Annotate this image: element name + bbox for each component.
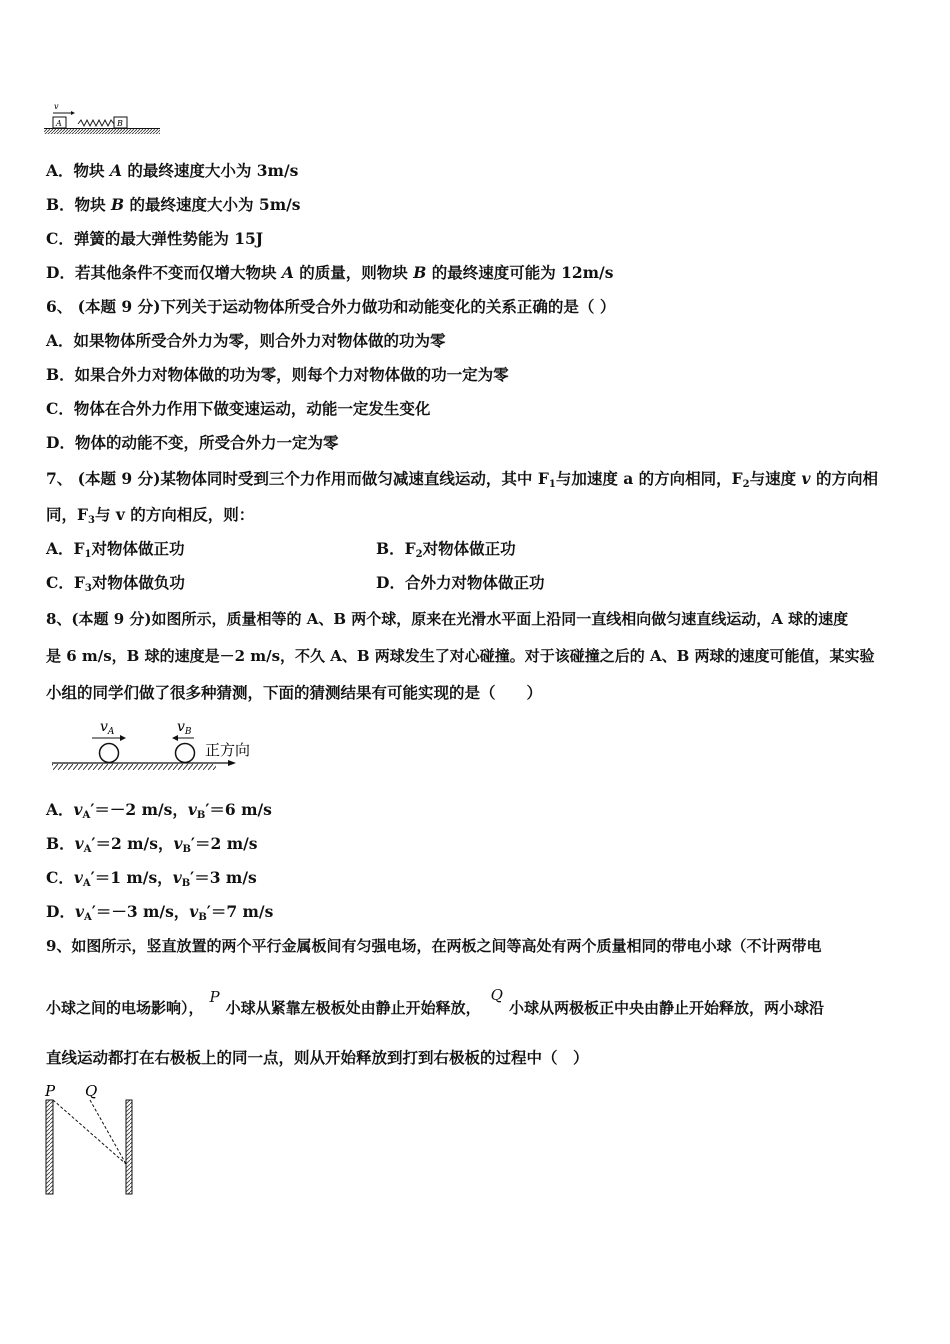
subscript: B bbox=[182, 844, 191, 855]
var-p: P bbox=[209, 988, 220, 1006]
option-label: C． bbox=[46, 868, 74, 887]
stem-text: 小球之间的电场影响）， bbox=[46, 999, 204, 1017]
option-label: D． bbox=[46, 902, 75, 921]
option-text: ′＝1 m/s， bbox=[90, 868, 173, 887]
option-text: 对物体做正功 bbox=[91, 539, 185, 558]
q6-stem: 6、 (本题 9 分)下列关于运动物体所受合外力做功和动能变化的关系正确的是（ ） bbox=[46, 297, 616, 316]
stem-text: 小球从紧靠左极板处由静止开始释放， bbox=[225, 999, 481, 1017]
subscript: 2 bbox=[742, 479, 750, 490]
var-a: A bbox=[281, 263, 294, 282]
vb-arrowhead bbox=[172, 735, 178, 741]
spring-blocks-figure bbox=[44, 102, 162, 136]
positive-direction-label: 正方向 bbox=[205, 741, 251, 759]
direction-arrowhead bbox=[228, 760, 236, 766]
option-text: 物体在合外力作用下做变速运动，动能一定发生变化 bbox=[73, 399, 431, 418]
ball-a bbox=[100, 744, 119, 763]
subscript: A bbox=[83, 912, 92, 923]
stem-text: 的方向相 bbox=[810, 469, 878, 488]
q8-option-c bbox=[46, 868, 257, 894]
subscript: A bbox=[83, 844, 92, 855]
option-text: 的最终速度可能为 12m/s bbox=[426, 263, 614, 282]
ground-hatch bbox=[44, 129, 160, 134]
option-label: D． bbox=[46, 433, 75, 452]
ball-b bbox=[176, 744, 195, 763]
stem-text: 7、 (本题 9 分)某物体同时受到三个力作用而做匀减速直线运动，其中 F bbox=[46, 469, 549, 488]
var-v: v bbox=[74, 902, 84, 921]
option-text: 的质量，则物块 bbox=[293, 263, 414, 282]
option-label: C． bbox=[46, 573, 74, 592]
stem-text: 与速度 bbox=[749, 469, 802, 488]
label-p: P bbox=[45, 1082, 56, 1100]
var-b: B bbox=[413, 263, 427, 282]
var-v: v bbox=[173, 834, 183, 853]
option-text: ′＝6 m/s bbox=[205, 800, 272, 819]
option-label: C． bbox=[46, 399, 74, 418]
q9-stem-line-3: 直线运动都打在右极板上的同一点，则从开始释放到打到右极板的过程中（ ） bbox=[46, 1048, 589, 1067]
q7-option-a bbox=[46, 539, 185, 565]
option-text: ′＝－2 m/s， bbox=[90, 800, 188, 819]
force-symbol: F bbox=[73, 573, 85, 592]
va-arrowhead bbox=[120, 735, 126, 741]
option-text: 对物体做正功 bbox=[422, 539, 516, 558]
option-text: 对物体做负功 bbox=[91, 573, 185, 592]
option-text: 的最终速度大小为 5m/s bbox=[124, 195, 301, 214]
option-label: A． bbox=[46, 161, 74, 180]
q8-option-a bbox=[46, 800, 272, 826]
q6-option-c bbox=[46, 399, 430, 419]
spring bbox=[78, 120, 114, 126]
var-v: v bbox=[189, 902, 199, 921]
subscript: 2 bbox=[415, 549, 423, 560]
q6-option-a bbox=[46, 331, 446, 351]
var-q: Q bbox=[490, 986, 503, 1004]
option-label: A． bbox=[46, 539, 74, 558]
subscript: B bbox=[196, 810, 206, 821]
option-text: 如果合外力对物体做的功为零，则每个力对物体做的功一定为零 bbox=[74, 365, 509, 384]
q7-option-b bbox=[376, 539, 516, 565]
subscript: B bbox=[198, 912, 207, 923]
option-text: ′＝2 m/s bbox=[190, 834, 258, 853]
velocity-label: v bbox=[54, 102, 59, 111]
subscript: A bbox=[82, 878, 91, 889]
var-v: v bbox=[73, 800, 83, 819]
q6-option-d bbox=[46, 433, 338, 453]
option-text: 物块 bbox=[73, 161, 110, 180]
left-plate bbox=[46, 1100, 53, 1194]
option-label: A． bbox=[46, 331, 74, 350]
q5-option-a bbox=[46, 161, 298, 181]
var-v: v bbox=[801, 469, 811, 488]
q9-stem-line-2 bbox=[46, 986, 824, 1018]
subscript: 3 bbox=[88, 515, 95, 526]
q5-option-b bbox=[46, 195, 301, 215]
var-v: v bbox=[74, 834, 84, 853]
force-symbol: F bbox=[73, 539, 85, 558]
q8-option-b bbox=[46, 834, 257, 860]
vb-label: $v_B$ bbox=[177, 719, 192, 737]
option-label: B． bbox=[46, 195, 75, 214]
q9-stem-line-1: 9、如图所示，竖直放置的两个平行金属板间有匀强电场，在两板之间等高处有两个质量相同的带电小球（不计两带电 bbox=[46, 937, 822, 955]
q7-option-d bbox=[376, 573, 544, 593]
stem-text: 与 v 的方向相反，则： bbox=[94, 505, 255, 524]
force-symbol: F bbox=[404, 539, 416, 558]
option-label: D． bbox=[46, 263, 75, 282]
option-label: A． bbox=[46, 800, 74, 819]
q6-option-b bbox=[46, 365, 509, 385]
collision-figure bbox=[48, 716, 278, 776]
q7-stem-line-2 bbox=[46, 505, 254, 531]
path-q bbox=[90, 1100, 126, 1164]
option-label: C． bbox=[46, 229, 74, 248]
stem-text: 与加速度 a 的方向相同，F bbox=[555, 469, 743, 488]
right-plate bbox=[126, 1100, 132, 1194]
option-text: ′＝2 m/s， bbox=[91, 834, 174, 853]
option-text: 如果物体所受合外力为零，则合外力对物体做的功为零 bbox=[73, 331, 446, 350]
option-text: ′＝7 m/s bbox=[206, 902, 274, 921]
parallel-plates-figure bbox=[42, 1080, 142, 1200]
q7-stem-line-1 bbox=[46, 469, 878, 495]
block-b-label: B bbox=[117, 119, 123, 128]
q8-stem-line-2: 是 6 m/s，B 球的速度是－2 m/s，不久 A、B 两球发生了对心碰撞。对于该碰撞之后的 A、B 两球的速度可能值，某实验 bbox=[46, 647, 875, 665]
option-text: 物块 bbox=[74, 195, 112, 214]
stem-text: 同，F bbox=[46, 505, 89, 524]
option-text: 若其他条件不变而仅增大物块 bbox=[74, 263, 282, 282]
ground-hatch bbox=[52, 764, 216, 770]
q5-option-d bbox=[46, 263, 613, 283]
option-label: D． bbox=[376, 573, 405, 592]
q5-option-c bbox=[46, 229, 263, 249]
var-v: v bbox=[172, 868, 182, 887]
option-text: ′＝－3 m/s， bbox=[91, 902, 190, 921]
q8-stem-line-3: 小组的同学们做了很多种猜测，下面的猜测结果有可能实现的是（ ） bbox=[46, 683, 543, 702]
option-text: 物体的动能不变，所受合外力一定为零 bbox=[74, 433, 339, 452]
option-text: ′＝3 m/s bbox=[190, 868, 257, 887]
q7-option-c bbox=[46, 573, 185, 599]
q8-stem-line-1: 8、(本题 9 分)如图所示，质量相等的 A、B 两个球，原来在光滑水平面上沿同一直线相向做匀速直线运动，A 球的速度 bbox=[46, 610, 849, 628]
block-a-label: A bbox=[56, 119, 62, 128]
option-label: B． bbox=[46, 365, 75, 384]
subscript: 3 bbox=[84, 583, 92, 594]
stem-text: 小球从两极板正中央由静止开始释放，两小球沿 bbox=[508, 999, 824, 1017]
var-a: A bbox=[109, 161, 122, 180]
var-v: v bbox=[187, 800, 197, 819]
option-label: B． bbox=[376, 539, 405, 558]
q8-option-d bbox=[46, 902, 273, 928]
option-text: 的最终速度大小为 3m/s bbox=[121, 161, 299, 180]
subscript: A bbox=[82, 810, 91, 821]
subscript: 1 bbox=[548, 479, 556, 490]
option-label: B． bbox=[46, 834, 75, 853]
subscript: B bbox=[181, 878, 191, 889]
velocity-arrowhead bbox=[71, 111, 75, 115]
var-v: v bbox=[73, 868, 83, 887]
path-p bbox=[53, 1100, 126, 1164]
option-text: 合外力对物体做正功 bbox=[404, 573, 545, 592]
va-label: $v_A$ bbox=[100, 719, 115, 737]
subscript: 1 bbox=[84, 549, 92, 560]
option-text: 弹簧的最大弹性势能为 15J bbox=[73, 229, 264, 248]
var-b: B bbox=[111, 195, 125, 214]
label-q: Q bbox=[85, 1082, 98, 1100]
